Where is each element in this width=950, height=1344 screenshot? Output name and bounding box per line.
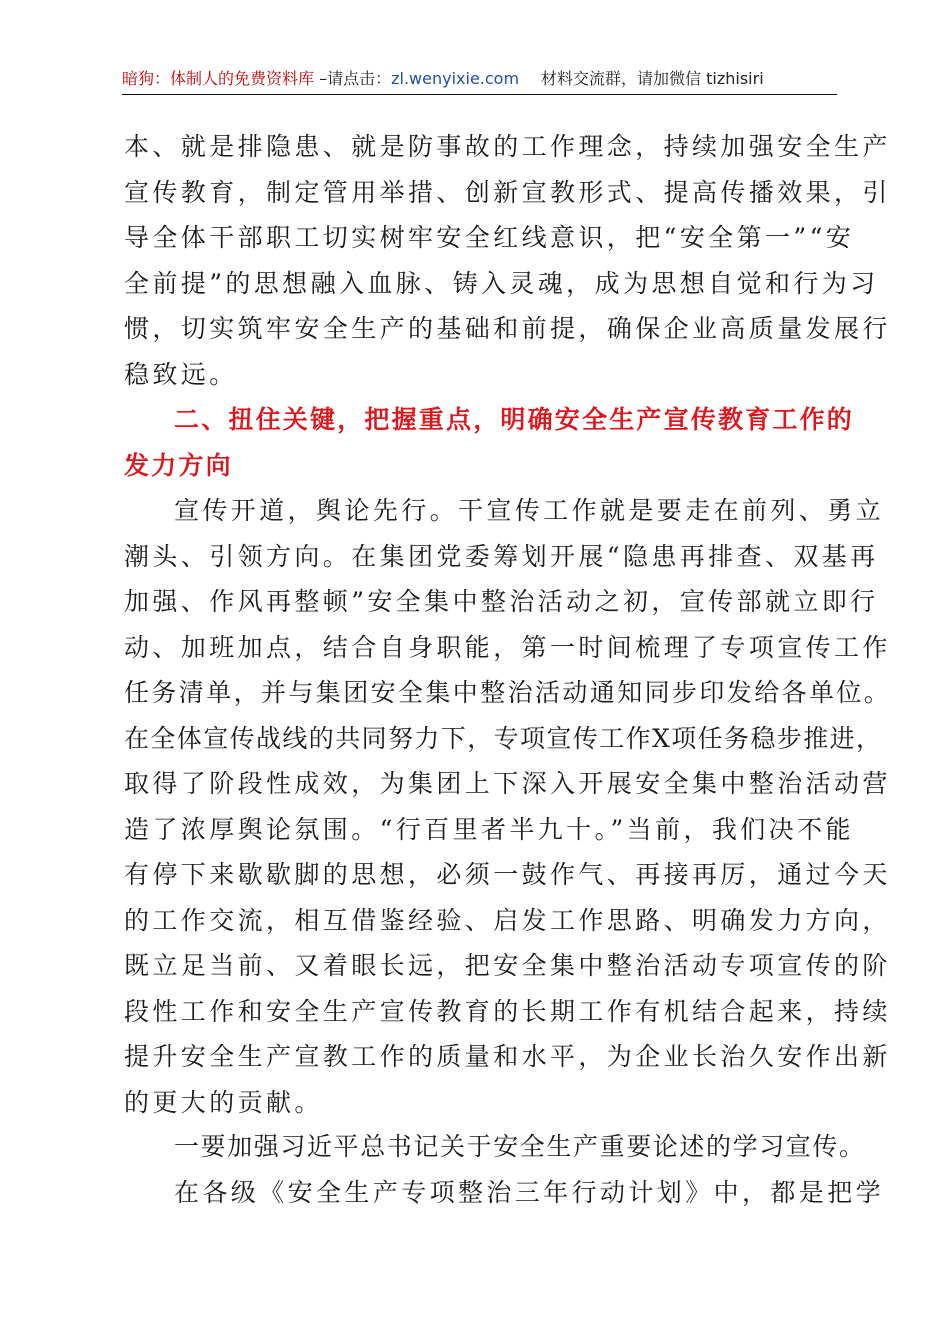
text-line: 本、就是排隐患、就是防事故的工作理念，持续加强安全生产: [124, 132, 891, 161]
text-line: 既立足当前、又着眼长远，把安全集中整治活动专项宣传的阶: [124, 951, 891, 980]
text-line: 段性工作和安全生产宣传教育的长期工作有机结合起来，持续: [124, 996, 891, 1026]
text-line: 取得了阶段性成效，为集团上下深入开展安全集中整治活动营: [124, 769, 891, 798]
header-link[interactable]: zl.wenyixie.com: [391, 69, 520, 88]
heading-line: 发力方向: [124, 450, 233, 480]
text-line: 在各级《安全生产专项整治三年行动计划》中，都是把学: [174, 1177, 885, 1207]
text-line: 有停下来歇歇脚的思想，必须一鼓作气、再接再厉，通过今天: [124, 860, 891, 889]
text-line: 动、加班加点，结合自身职能，第一时间梳理了专项宣传工作: [124, 632, 891, 662]
page-header: [122, 64, 837, 94]
text-line: 一要加强习近平总书记关于安全生产重要论述的学习宣传。: [174, 1132, 866, 1161]
paragraph-1: [124, 124, 891, 397]
text-line: 的更大的贡献。: [124, 1087, 323, 1117]
text-line: 宣传开道，舆论先行。干宣传工作就是要走在前列、勇立: [174, 496, 885, 525]
text-line: 加强、作风再整顿”安全集中整治活动之初，宣传部就立即行: [124, 587, 879, 616]
text-line: 任务清单，并与集团安全集中整治活动通知同步印发给各单位。: [124, 678, 892, 707]
text-line: 造了浓厚舆论氛围。“行百里者半九十。”当前，我们决不能: [124, 814, 854, 844]
paragraph-3: [124, 1124, 885, 1215]
text-line: 惯，切实筑牢安全生产的基础和前提，确保企业高质量发展行: [124, 314, 891, 343]
text-line: 提升安全生产宣教工作的质量和水平，为企业长治久安作出新: [124, 1042, 891, 1071]
text-line: 导全体干部职工切实树牢安全红线意识，把“安全第一”“安: [124, 223, 855, 252]
header-site-name: 暗狗：体制人的免费资料库: [122, 69, 315, 88]
text-line: 稳致远。: [124, 359, 238, 389]
header-click-prompt: –请点击：: [314, 69, 392, 88]
text-line: 在全体宣传战线的共同努力下，专项宣传工作X项任务稳步推进，: [124, 723, 883, 753]
header-contact-note: 材料交流群，请加微信 tizhisiri: [541, 69, 764, 88]
text-line: 宣传教育，制定管用举措、创新宣教形式、提高传播效果，引: [124, 177, 891, 207]
section-heading: [124, 397, 855, 488]
paragraph-2: [124, 488, 892, 1125]
text-line: 潮头、引领方向。在集团党委筹划开展“隐患再排查、双基再: [124, 541, 879, 571]
heading-line: 二、扭住关键，把握重点，明确安全生产宣传教育工作的: [174, 405, 855, 434]
header-divider: [122, 94, 837, 95]
text-line: 的工作交流，相互借鉴经验、启发工作思路、明确发力方向，: [124, 905, 891, 935]
text-line: 全前提”的思想融入血脉、铸入灵魂，成为思想自觉和行为习: [124, 268, 879, 298]
